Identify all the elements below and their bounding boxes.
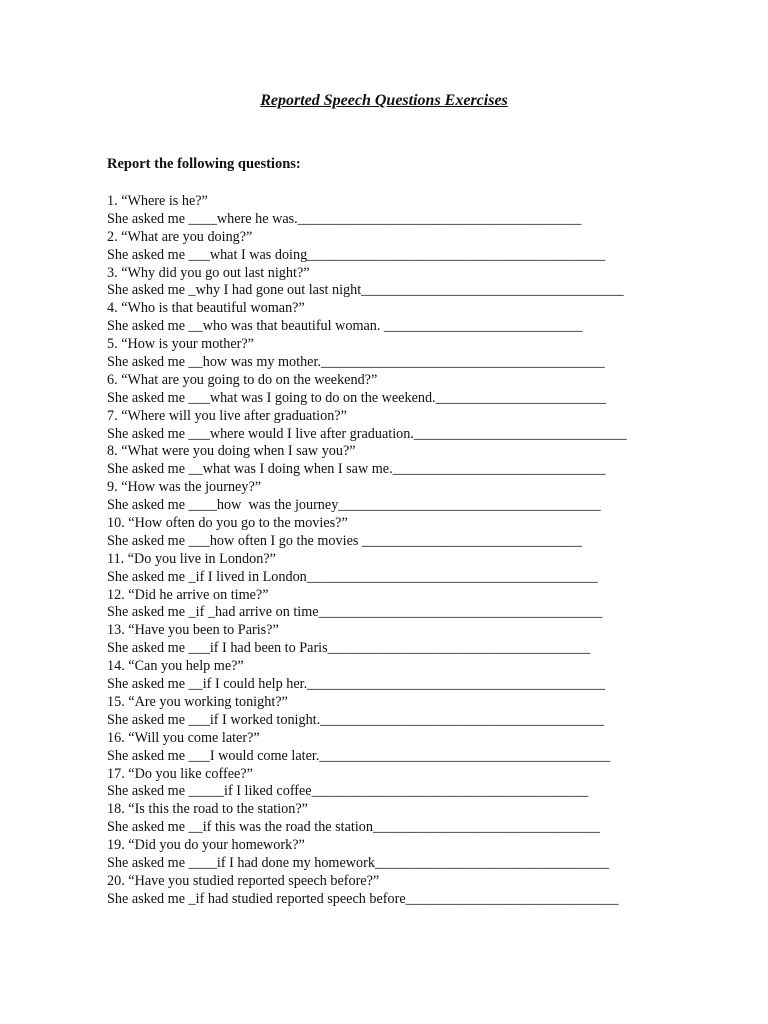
- exercise-answer: She asked me _if had studied reported speech before______________________________: [107, 890, 619, 907]
- exercise-question: 17. “Do you like coffee?”: [107, 765, 253, 782]
- exercise-answer: She asked me ___how often I go the movies _______________________________: [107, 532, 582, 549]
- exercise-question: 13. “Have you been to Paris?”: [107, 622, 279, 639]
- exercise-question: 11. “Do you live in London?”: [107, 550, 276, 567]
- exercise-item: [107, 300, 707, 336]
- exercise-answer: She asked me __what was I doing when I saw me.______________________________: [107, 461, 606, 478]
- instruction-heading: Report the following questions:: [107, 156, 301, 172]
- exercise-item: [107, 694, 707, 730]
- exercise-answer: She asked me __how was my mother.________________________________________: [107, 354, 605, 371]
- exercise-item: [107, 873, 707, 909]
- exercise-item: [107, 551, 707, 587]
- exercise-answer: She asked me ___where would I live after graduation.______________________________: [107, 425, 627, 442]
- exercise-question: 10. “How often do you go to the movies?”: [107, 515, 348, 532]
- exercise-question: 1. “Where is he?”: [107, 193, 208, 209]
- exercise-question: 18. “Is this the road to the station?”: [107, 801, 308, 818]
- exercise-question: 19. “Did you do your homework?”: [107, 837, 305, 854]
- exercise-list: [107, 193, 707, 909]
- exercise-item: [107, 443, 707, 479]
- exercise-question: 6. “What are you going to do on the weekend?”: [107, 371, 378, 388]
- exercise-answer: She asked me _why I had gone out last night_____________________________________: [107, 282, 624, 299]
- exercise-item: [107, 479, 707, 515]
- exercise-answer: She asked me ____if I had done my homework_________________________________: [107, 854, 610, 871]
- exercise-answer: She asked me ____where he was.________________________________________: [107, 210, 582, 227]
- exercise-answer: She asked me ___what I was doing__________________________________________: [107, 246, 606, 263]
- exercise-question: 9. “How was the journey?”: [107, 479, 262, 496]
- exercise-answer: She asked me _____if I liked coffee_______________________________________: [107, 783, 589, 800]
- exercise-answer: She asked me ___if I had been to Paris_____________________________________: [107, 640, 591, 657]
- exercise-item: [107, 766, 707, 802]
- exercise-question: 14. “Can you help me?”: [107, 658, 244, 675]
- exercise-question: 5. “How is your mother?”: [107, 336, 254, 353]
- exercise-item: [107, 193, 707, 229]
- exercise-item: [107, 265, 707, 301]
- exercise-answer: She asked me __if this was the road the station________________________________: [107, 819, 600, 836]
- exercise-item: [107, 336, 707, 372]
- exercise-answer: She asked me ___if I worked tonight.________________________________________: [107, 711, 604, 728]
- exercise-question: 12. “Did he arrive on time?”: [107, 586, 269, 603]
- exercise-question: 16. “Will you come later?”: [107, 729, 260, 746]
- exercise-answer: She asked me _if I lived in London_________________________________________: [107, 568, 598, 585]
- exercise-item: [107, 372, 707, 408]
- exercise-item: [107, 837, 707, 873]
- exercise-item: [107, 658, 707, 694]
- exercise-answer: She asked me ___I would come later._________________________________________: [107, 747, 611, 764]
- exercise-item: [107, 587, 707, 623]
- exercise-question: 3. “Why did you go out last night?”: [107, 264, 310, 281]
- exercise-answer: She asked me ___what was I going to do on the weekend.________________________: [107, 389, 606, 406]
- exercise-answer: She asked me __who was that beautiful woman. ____________________________: [107, 318, 583, 335]
- exercise-question: 15. “Are you working tonight?”: [107, 693, 288, 710]
- exercise-item: [107, 229, 707, 265]
- exercise-question: 8. “What were you doing when I saw you?”: [107, 443, 356, 460]
- page-title: Reported Speech Questions Exercises: [260, 92, 508, 109]
- exercise-item: [107, 408, 707, 444]
- exercise-question: 20. “Have you studied reported speech before?”: [107, 872, 380, 889]
- exercise-item: [107, 515, 707, 551]
- exercise-item: [107, 622, 707, 658]
- exercise-answer: She asked me _if _had arrive on time________________________________________: [107, 604, 603, 621]
- exercise-question: 2. “What are you doing?”: [107, 228, 253, 245]
- exercise-answer: She asked me __if I could help her.__________________________________________: [107, 676, 606, 693]
- exercise-answer: She asked me ____how was the journey_____________________________________: [107, 497, 601, 514]
- exercise-item: [107, 730, 707, 766]
- exercise-item: [107, 801, 707, 837]
- exercise-question: 7. “Where will you live after graduation?”: [107, 407, 347, 424]
- exercise-question: 4. “Who is that beautiful woman?”: [107, 300, 305, 317]
